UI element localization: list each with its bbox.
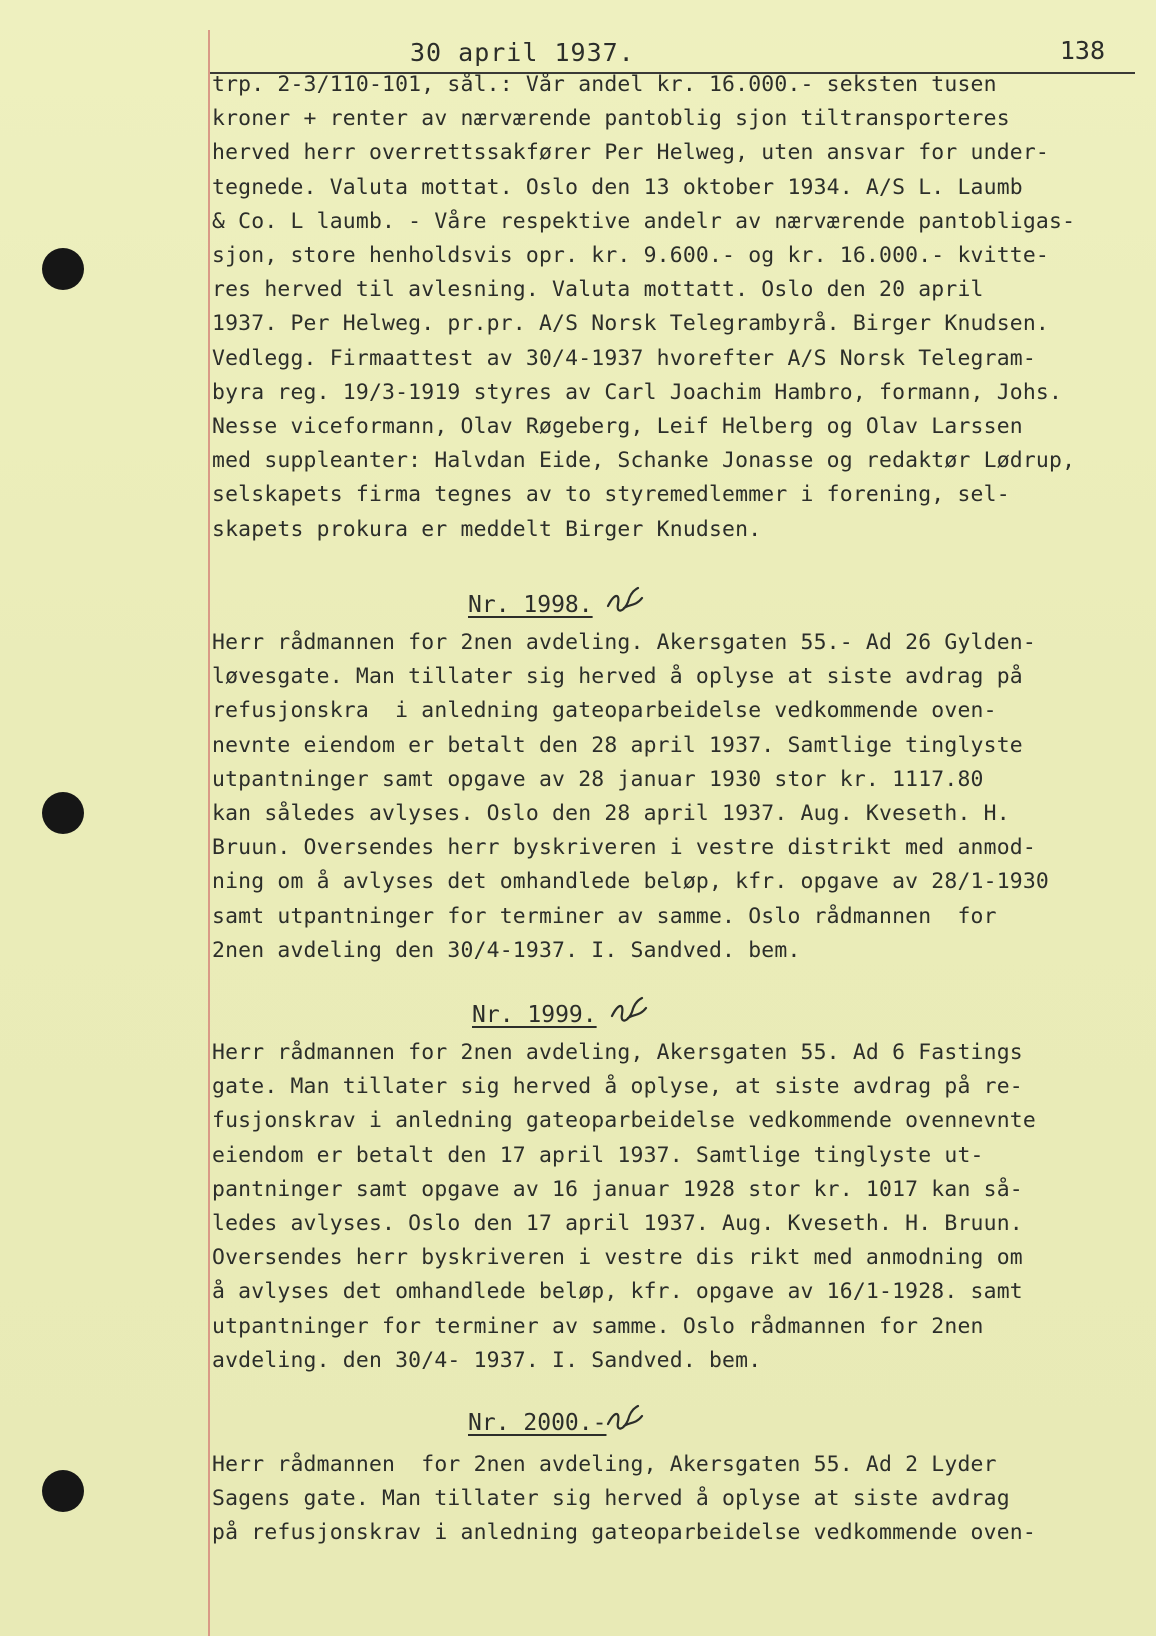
text-line: kan således avlyses. Oslo den 28 april 1937. Aug. Kveseth. H. xyxy=(212,801,1010,826)
text-line: kroner + renter av nærværende pantoblig sjon tiltransporteres xyxy=(212,106,1010,132)
page-header xyxy=(210,34,1135,74)
text-line: utpantninger for terminer av samme. Oslo rådmannen for 2nen xyxy=(212,1313,984,1339)
text-line: løvesgate. Man tillater sig herved å oplyse at siste avdrag på xyxy=(212,664,1023,690)
text-line: gate. Man tillater sig herved å oplyse, at siste avdrag på re- xyxy=(212,1074,1023,1100)
text-line: & Co. L laumb. - Våre respektive andelr av nærværende pantobligas- xyxy=(212,208,1076,234)
entry-heading: Nr. 1999. xyxy=(472,1002,597,1028)
text-line: Sagens gate. Man tillater sig herved å oplyse at siste avdrag xyxy=(212,1486,1010,1512)
text-line: Bruun. Oversendes herr byskriveren i vestre distrikt med anmod- xyxy=(212,835,1036,861)
text-line: på refusjonskrav i anledning gateoparbeidelse vedkommende oven- xyxy=(212,1520,1036,1546)
text-line: Nesse viceformann, Olav Røgeberg, Leif Helberg og Olav Larssen xyxy=(212,414,1023,439)
text-line: nevnte eiendom er betalt den 28 april 1937. Samtlige tinglyste xyxy=(212,732,1023,758)
entry-heading: Nr. 1998. xyxy=(468,592,593,618)
text-line: sjon, store henholdsvis opr. kr. 9.600.- og kr. 16.000.- kvitte- xyxy=(212,243,1050,268)
text-line: samt utpantninger for terminer av samme. Oslo rådmannen for xyxy=(212,903,997,929)
punch-hole-icon xyxy=(42,1470,84,1512)
text-line: ning om å avlyses det omhandlede beløp, kfr. opgave av 28/1-1930 xyxy=(212,869,1050,895)
entry-heading: Nr. 2000.- xyxy=(468,1410,607,1436)
header-date: 30 april 1937. xyxy=(410,38,635,67)
text-line: pantninger samt opgave av 16 januar 1928 stor kr. 1017 kan så- xyxy=(212,1176,1023,1202)
text-line: å avlyses det omhandlede beløp, kfr. opgave av 16/1-1928. samt xyxy=(212,1279,1023,1305)
handwritten-initials-icon xyxy=(608,994,648,1030)
punch-hole-icon xyxy=(42,792,84,834)
text-line: Herr rådmannen for 2nen avdeling, Akersgaten 55. Ad 6 Fastings xyxy=(212,1040,1023,1065)
text-line: skapets prokura er meddelt Birger Knudsen. xyxy=(212,516,762,542)
text-line: ledes avlyses. Oslo den 17 april 1937. Aug. Kveseth. H. Bruun. xyxy=(212,1211,1023,1236)
punch-hole-icon xyxy=(42,248,84,290)
text-line: tegnede. Valuta mottat. Oslo den 13 oktober 1934. A/S L. Laumb xyxy=(212,174,1023,200)
text-line: Herr rådmannen for 2nen avdeling, Akersgaten 55. Ad 2 Lyder xyxy=(212,1452,997,1477)
text-line: eiendom er betalt den 17 april 1937. Samtlige tinglyste ut- xyxy=(212,1142,984,1168)
text-line: trp. 2-3/110-101, sål.: Vår andel kr. 16.000.- seksten tusen xyxy=(212,72,997,97)
text-line: avdeling. den 30/4- 1937. I. Sandved. bem. xyxy=(212,1347,762,1373)
text-line: herved herr overrettssakfører Per Helweg, uten ansvar for under- xyxy=(212,140,1050,166)
text-line: Herr rådmannen for 2nen avdeling. Akersgaten 55.- Ad 26 Gylden- xyxy=(212,630,1036,655)
text-line: Oversendes herr byskriveren i vestre dis rikt med anmodning om xyxy=(212,1245,1023,1271)
handwritten-initials-icon xyxy=(604,584,644,620)
text-line: selskapets firma tegnes av to styremedlemmer i forening, sel- xyxy=(212,482,1010,508)
page-number: 138 xyxy=(1059,36,1105,65)
text-line: res herved til avlesning. Valuta mottatt. Oslo den 20 april xyxy=(212,277,984,303)
text-line: 2nen avdeling den 30/4-1937. I. Sandved. bem. xyxy=(212,937,801,963)
handwritten-initials-icon xyxy=(604,1402,644,1438)
text-line: refusjonskra i anledning gateoparbeidelse vedkommende oven- xyxy=(212,698,997,724)
margin-rule xyxy=(208,30,210,1636)
text-line: fusjonskrav i anledning gateoparbeidelse vedkommende ovennevnte xyxy=(212,1108,1036,1134)
text-line: byra reg. 19/3-1919 styres av Carl Joachim Hambro, formann, Johs. xyxy=(212,379,1063,405)
text-line: med suppleanter: Halvdan Eide, Schanke Jonasse og redaktør Lødrup, xyxy=(212,448,1076,474)
text-line: utpantninger samt opgave av 28 januar 1930 stor kr. 1117.80 xyxy=(212,766,984,792)
text-line: 1937. Per Helweg. pr.pr. A/S Norsk Telegrambyrå. Birger Knudsen. xyxy=(212,311,1050,337)
text-line: Vedlegg. Firmaattest av 30/4-1937 hvorefter A/S Norsk Telegram- xyxy=(212,345,1036,371)
